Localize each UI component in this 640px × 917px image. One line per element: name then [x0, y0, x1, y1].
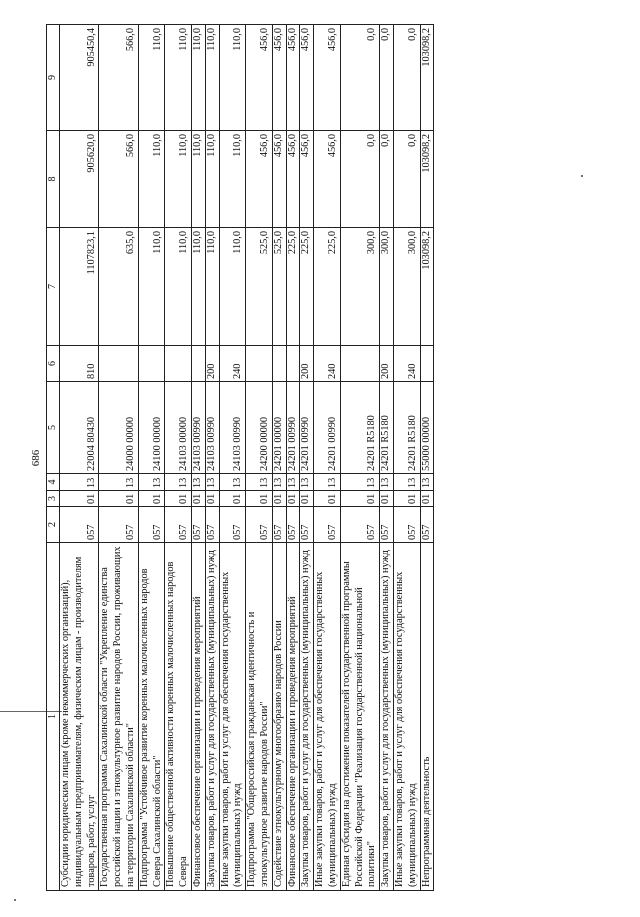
expense-type-cell [99, 346, 138, 382]
amount-cell: 225,0 [314, 228, 341, 346]
target-article-cell: 24103 00990 [191, 382, 205, 474]
row-name-cell: Государственная программа Сахалинской области "Укрепление единства российской нации и этнокультурное развитие народов России, проживающих на территории Сахалинской области" [99, 543, 138, 891]
table-row [205, 25, 219, 891]
amount-cell: 110,0 [191, 228, 205, 346]
target-article-cell: 24100 00000 [138, 382, 165, 474]
amount-cell: 110,0 [165, 228, 192, 346]
row-name-cell: Финансовое обеспечение организации и проведения мероприятий [286, 543, 300, 891]
table-row [272, 25, 286, 891]
section-cell: 01 [191, 491, 205, 507]
expense-type-cell: 240 [219, 346, 246, 382]
amount-cell: 456,0 [246, 131, 273, 228]
row-name-cell: Иные закупки товаров, работ и услуг для обеспечения государственных (муниципальных) нужд [219, 543, 246, 891]
code-cell: 057 [165, 507, 192, 543]
row-name-cell: Иные закупки товаров, работ и услуг для обеспечения государственных (муниципальных) нужд [393, 543, 420, 891]
target-article-cell: 24201 00990 [314, 382, 341, 474]
code-cell: 057 [420, 507, 434, 543]
table-row [300, 25, 314, 891]
table-row [99, 25, 138, 891]
table-row [165, 25, 192, 891]
target-article-cell: 24103 00000 [165, 382, 192, 474]
amount-cell: 225,0 [286, 228, 300, 346]
section-cell: 01 [340, 491, 379, 507]
amount-cell: 905620,0 [60, 131, 99, 228]
subsection-cell: 13 [246, 474, 273, 491]
amount-cell: 0,0 [380, 25, 394, 131]
amount-cell: 110,0 [205, 228, 219, 346]
expense-type-cell: 810 [60, 346, 99, 382]
amount-cell: 525,0 [246, 228, 273, 346]
code-cell: 057 [205, 507, 219, 543]
header-cell: 3 [47, 491, 60, 507]
subsection-cell: 13 [314, 474, 341, 491]
section-cell: 01 [246, 491, 273, 507]
target-article-cell: 24000 00000 [99, 382, 138, 474]
table-row [314, 25, 341, 891]
subsection-cell: 13 [191, 474, 205, 491]
code-cell: 057 [246, 507, 273, 543]
row-name-cell: Подпрограмма "Общероссийская гражданская идентичность и этнокультурное развитие народов России" [246, 543, 273, 891]
code-cell: 057 [60, 507, 99, 543]
subsection-cell: 13 [300, 474, 314, 491]
amount-cell: 456,0 [272, 131, 286, 228]
section-cell: 01 [380, 491, 394, 507]
amount-cell: 110,0 [138, 25, 165, 131]
expense-type-cell: 200 [205, 346, 219, 382]
header-cell: 8 [47, 131, 60, 228]
section-cell: 01 [300, 491, 314, 507]
amount-cell: 110,0 [165, 131, 192, 228]
header-row [47, 25, 60, 891]
header-cell: 7 [47, 228, 60, 346]
section-cell: 01 [99, 491, 138, 507]
amount-cell: 456,0 [300, 131, 314, 228]
code-cell: 057 [99, 507, 138, 543]
amount-cell: 225,0 [300, 228, 314, 346]
row-name-cell: Содействие этнокультурному многообразию народов России [272, 543, 286, 891]
amount-cell: 566,0 [99, 25, 138, 131]
table-row [393, 25, 420, 891]
section-cell: 01 [165, 491, 192, 507]
amount-cell: 456,0 [286, 25, 300, 131]
budget-table [46, 24, 434, 891]
amount-cell: 300,0 [340, 228, 379, 346]
expense-type-cell [340, 346, 379, 382]
code-cell: 057 [191, 507, 205, 543]
expense-type-cell [246, 346, 273, 382]
amount-cell: 0,0 [393, 25, 420, 131]
code-cell: 057 [380, 507, 394, 543]
code-cell: 057 [300, 507, 314, 543]
target-article-cell: 55000 00000 [420, 382, 434, 474]
amount-cell: 905450,4 [60, 25, 99, 131]
expense-type-cell [286, 346, 300, 382]
subsection-cell: 13 [393, 474, 420, 491]
subsection-cell: 13 [138, 474, 165, 491]
amount-cell: 110,0 [138, 228, 165, 346]
target-article-cell: 24200 00000 [246, 382, 273, 474]
amount-cell: 1107823,1 [60, 228, 99, 346]
amount-cell: 103098,2 [420, 228, 434, 346]
table-row [420, 25, 434, 891]
header-cell: 6 [47, 346, 60, 382]
code-cell: 057 [314, 507, 341, 543]
amount-cell: 0,0 [340, 25, 379, 131]
subsection-cell: 13 [286, 474, 300, 491]
code-cell: 057 [138, 507, 165, 543]
amount-cell: 456,0 [300, 25, 314, 131]
table-body [60, 25, 434, 891]
amount-cell: 110,0 [219, 228, 246, 346]
table-row [380, 25, 394, 891]
expense-type-cell: 240 [393, 346, 420, 382]
target-article-cell: 24201 R5180 [340, 382, 379, 474]
row-name-cell: Финансовое обеспечение организации и проведения мероприятий [191, 543, 205, 891]
code-cell: 057 [219, 507, 246, 543]
target-article-cell: 24201 00990 [300, 382, 314, 474]
target-article-cell: 22004 80430 [60, 382, 99, 474]
expense-type-cell: 200 [380, 346, 394, 382]
code-cell: 057 [393, 507, 420, 543]
row-name-cell: Закупка товаров, работ и услуг для государственных (муниципальных) нужд [205, 543, 219, 891]
table-row [191, 25, 205, 891]
table-row [340, 25, 379, 891]
header-cell: 2 [47, 507, 60, 543]
row-name-cell: Подпрограмма "Устойчивое развитие коренных малочисленных народов Севера Сахалинской области" [138, 543, 165, 891]
code-cell: 057 [286, 507, 300, 543]
table-row [138, 25, 165, 891]
expense-type-cell: 240 [314, 346, 341, 382]
amount-cell: 110,0 [219, 131, 246, 228]
amount-cell: 110,0 [165, 25, 192, 131]
amount-cell: 110,0 [219, 25, 246, 131]
amount-cell: 103098,2 [420, 131, 434, 228]
target-article-cell: 24103 00990 [219, 382, 246, 474]
section-cell: 01 [420, 491, 434, 507]
header-cell: 1 [47, 543, 60, 891]
amount-cell: 456,0 [286, 131, 300, 228]
subsection-cell: 13 [380, 474, 394, 491]
amount-cell: 110,0 [191, 131, 205, 228]
target-article-cell: 24201 R5180 [393, 382, 420, 474]
target-article-cell: 24201 R5180 [380, 382, 394, 474]
expense-type-cell [272, 346, 286, 382]
table-row [219, 25, 246, 891]
section-cell: 01 [286, 491, 300, 507]
target-article-cell: 24201 00990 [286, 382, 300, 474]
row-name-cell: Непрограммная деятельность [420, 543, 434, 891]
code-cell: 057 [272, 507, 286, 543]
amount-cell: 456,0 [246, 25, 273, 131]
expense-type-cell: 200 [300, 346, 314, 382]
amount-cell: 635,0 [99, 228, 138, 346]
scan-speck [14, 899, 16, 901]
amount-cell: 566,0 [99, 131, 138, 228]
amount-cell: 110,0 [191, 25, 205, 131]
table-row [60, 25, 99, 891]
table-row [246, 25, 273, 891]
row-name-cell: Субсидии юридическим лицам (кроме некоммерческих организаций), индивидуальным предпринимателям, физическим лицам - производителям товаров, работ, услуг [60, 543, 99, 891]
section-cell: 01 [138, 491, 165, 507]
amount-cell: 456,0 [272, 25, 286, 131]
amount-cell: 110,0 [205, 25, 219, 131]
subsection-cell: 13 [340, 474, 379, 491]
amount-cell: 0,0 [393, 131, 420, 228]
subsection-cell: 13 [219, 474, 246, 491]
target-article-cell: 24103 00990 [205, 382, 219, 474]
row-name-cell: Единая субсидия на достижение показателей государственной программы Российской Федерации "Реализация государственной национальной политики" [340, 543, 379, 891]
header-cell: 9 [47, 25, 60, 131]
target-article-cell: 24201 00000 [272, 382, 286, 474]
row-name-cell: Закупка товаров, работ и услуг для государственных (муниципальных) нужд [300, 543, 314, 891]
amount-cell: 0,0 [380, 131, 394, 228]
amount-cell: 0,0 [340, 131, 379, 228]
header-cell: 5 [47, 382, 60, 474]
expense-type-cell [165, 346, 192, 382]
header-cell: 4 [47, 474, 60, 491]
table-row [286, 25, 300, 891]
row-name-cell: Иные закупки товаров, работ и услуг для обеспечения государственных (муниципальных) нужд [314, 543, 341, 891]
rotated-page [30, 25, 625, 891]
section-cell: 01 [314, 491, 341, 507]
amount-cell: 525,0 [272, 228, 286, 346]
subsection-cell: 13 [165, 474, 192, 491]
subsection-cell: 13 [420, 474, 434, 491]
expense-type-cell [138, 346, 165, 382]
subsection-cell: 13 [272, 474, 286, 491]
row-name-cell: Закупка товаров, работ и услуг для государственных (муниципальных) нужд [380, 543, 394, 891]
subsection-cell: 13 [205, 474, 219, 491]
subsection-cell: 13 [60, 474, 99, 491]
expense-type-cell [420, 346, 434, 382]
section-cell: 01 [272, 491, 286, 507]
row-name-cell: Повышение общественной активности коренных малочисленных народов Севера [165, 543, 192, 891]
amount-cell: 110,0 [205, 131, 219, 228]
expense-type-cell [191, 346, 205, 382]
amount-cell: 110,0 [138, 131, 165, 228]
amount-cell: 456,0 [314, 131, 341, 228]
section-cell: 01 [205, 491, 219, 507]
amount-cell: 300,0 [380, 228, 394, 346]
code-cell: 057 [340, 507, 379, 543]
page-number: 686 [30, 449, 42, 467]
subsection-cell: 13 [99, 474, 138, 491]
amount-cell: 300,0 [393, 228, 420, 346]
amount-cell: 103098,2 [420, 25, 434, 131]
section-cell: 01 [60, 491, 99, 507]
section-cell: 01 [393, 491, 420, 507]
section-cell: 01 [219, 491, 246, 507]
amount-cell: 456,0 [314, 25, 341, 131]
